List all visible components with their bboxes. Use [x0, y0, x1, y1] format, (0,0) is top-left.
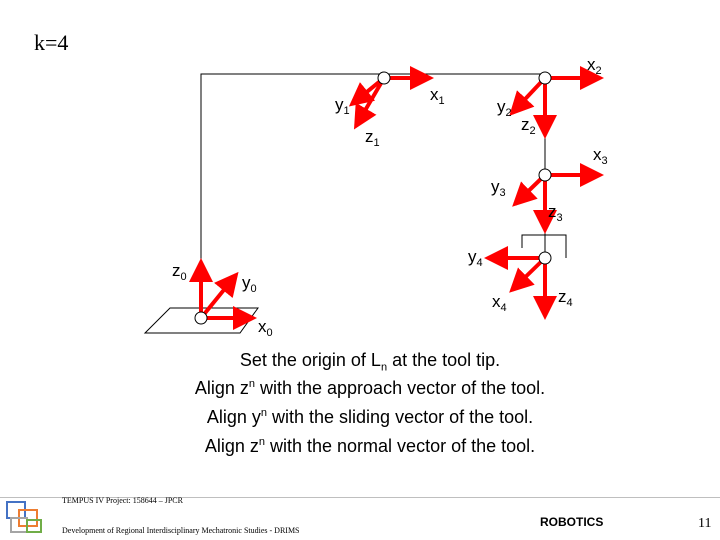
- x1-label: $x_1$: [430, 85, 445, 107]
- tempus-logo-icon: [5, 498, 47, 538]
- joint-0: [195, 312, 207, 324]
- x4-axis: [512, 258, 545, 290]
- x3-label: $x_3$: [593, 145, 608, 167]
- page-number: 11: [698, 516, 712, 531]
- y2-axis: [512, 78, 545, 113]
- z3-label: $z_3$: [548, 202, 563, 224]
- footer-project: TEMPUS IV Project: 158644 – JPCR: [62, 496, 183, 505]
- x2-label: $x_2$: [587, 55, 602, 77]
- z1-label: $z_1$: [365, 127, 380, 149]
- y3-label: $y_3$: [491, 177, 506, 199]
- caption-line-2: Align $z^n$ with the approach vector of the tool.: [194, 378, 546, 398]
- slide-title: k=4: [34, 30, 69, 55]
- x0-label: $x_0$: [258, 317, 273, 339]
- footer-program: Development of Regional Interdisciplinary Mechatronic Studies - DRIMS: [62, 526, 300, 535]
- joint-2: [539, 72, 551, 84]
- z4-label: $z_4$: [558, 287, 573, 309]
- y0-label: $y_0$: [242, 273, 257, 295]
- frame-1: [352, 78, 430, 126]
- caption-line-1: Set the origin of $L_n$ at the tool tip.: [239, 350, 501, 374]
- x4-label: $x_4$: [492, 292, 507, 314]
- y4-label: $y_4$: [468, 247, 483, 269]
- footer-course: ROBOTICS: [540, 515, 604, 529]
- joint-4: [539, 252, 551, 264]
- z2-label: $z_2$: [521, 115, 536, 137]
- caption-line-4: Align $z^n$ with the normal vector of the tool.: [204, 436, 536, 456]
- y1-label: $y_1$: [335, 95, 350, 117]
- y0-axis: [201, 275, 236, 318]
- z0-label: $z_0$: [172, 261, 187, 283]
- z1-axis: [356, 78, 384, 126]
- joint-3: [539, 169, 551, 181]
- y2-label: $y_2$: [497, 97, 512, 119]
- joint-1: [378, 72, 390, 84]
- caption-line-3: Align $y^n$ with the sliding vector of the tool.: [206, 407, 534, 427]
